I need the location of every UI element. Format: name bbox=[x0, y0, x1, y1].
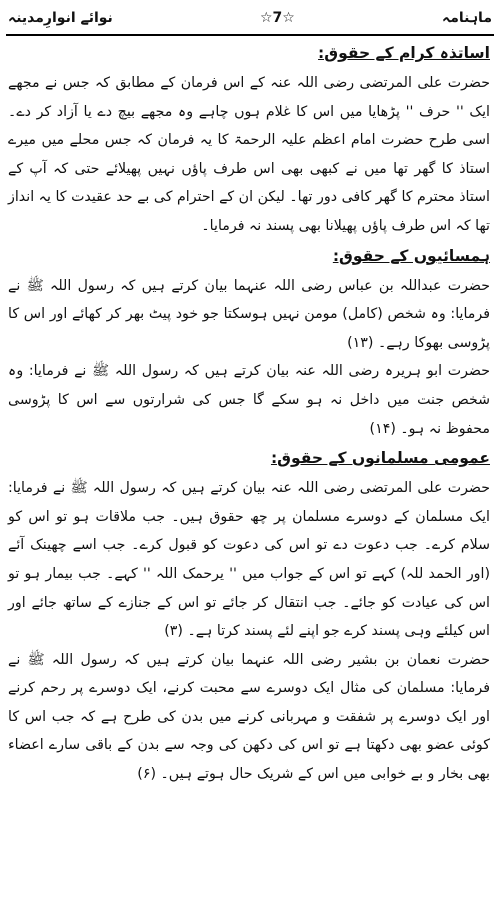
section-heading-neighbors: ہمسائیوں کے حقوق: bbox=[332, 246, 490, 265]
paragraph: حضرت علی المرتضی رضی اللہ عنہ کے اس فرمان کے مطابق کہ جس نے مجھے ایک '' حرف '' پڑھایا میں اس کا غلام ہوں چاہے وہ مجھے بیچ دے یا آزاد کر دے۔ اسی طرح حضرت امام اعظم علیہ الرحمۃ کا یہ فرمان کہ جس محلے میں میرے استاذ کا گھر تھا میں نے کبھی بھی اس طرف پاؤں نہیں پھیلائے حتی کہ آپ کے استاذ محترم کا گھر کافی دور تھا۔ لیکن ان کے احترام کی بے حد عقیدت کا یہ انداز تھا کہ اس طرف پاؤں پھیلانا بھی پسند نہ فرمایا۔ bbox=[8, 75, 490, 234]
magazine-label: ماہنامہ bbox=[442, 10, 492, 26]
article-body bbox=[8, 38, 490, 789]
paragraph: حضرت نعمان بن بشیر رضی اللہ عنہما بیان کرتے ہیں کہ رسول اللہ ﷺ نے فرمایا: مسلمان کی مثال ایک دوسرے سے محبت کرنے، ایک دوسرے پر رحم کرنے اور ایک دوسرے پر شفقت و مہربانی کرنے میں بدن کی طرح ہے کہ جب اس کا کوئی عضو بھی دکھتا ہے تو اس کی دکھن کی وجہ سے بدن کے باقی سارے اعضاء بھی بخار و بے خوابی میں اس کے شریک حال ہوتے ہیں۔ (۶) bbox=[8, 651, 490, 783]
page-number: ☆7☆ bbox=[259, 10, 295, 26]
section-heading-teachers: اساتذہ کرام کے حقوق: bbox=[318, 44, 490, 62]
page-header bbox=[8, 4, 492, 32]
paragraph: حضرت عبداللہ بن عباس رضی اللہ عنہما بیان کرتے ہیں کہ رسول اللہ ﷺ نے فرمایا: وہ شخص (کامل) مومن نہیں ہوسکتا جو خود پیٹ بھر کر کھائے اور اس کا پڑوسی بھوکا رہے۔ (۱۳) bbox=[8, 277, 490, 351]
header-rule bbox=[6, 34, 494, 36]
paragraph: حضرت ابو ہریرہ رضی اللہ عنہ بیان کرتے ہیں کہ رسول اللہ ﷺ نے فرمایا: وہ شخص جنت میں داخل نہ ہو سکے گا جس کی شرارتوں سے اس کا پڑوسی محفوظ نہ ہو۔ (۱۴) bbox=[8, 363, 490, 437]
magazine-title: نوائے انوارِمدینہ bbox=[8, 10, 113, 26]
paragraph: حضرت علی المرتضی رضی اللہ عنہ بیان کرتے ہیں کہ رسول اللہ ﷺ نے فرمایا: ایک مسلمان کے دوسرے مسلمان پر چھ حقوق ہیں۔ جب ملاقات ہو تو اس کو سلام کرے۔ جب دعوت دے تو اس کی دعوت کو قبول کرے۔ جب اسے چھینک آئے (اور الحمد للہ) کہے تو اس کے جواب میں '' یرحمک اللہ '' کہے۔ جب بیمار ہو تو اس کی عیادت کو جائے۔ جب انتقال کر جائے تو اس کے جنازے کے ساتھ جائے اور اس کیلئے وہی پسند کرے جو اپنے لئے پسند کرتا ہے۔ (۳) bbox=[8, 480, 490, 640]
section-heading-muslims: عمومی مسلمانوں کے حقوق: bbox=[270, 449, 490, 468]
